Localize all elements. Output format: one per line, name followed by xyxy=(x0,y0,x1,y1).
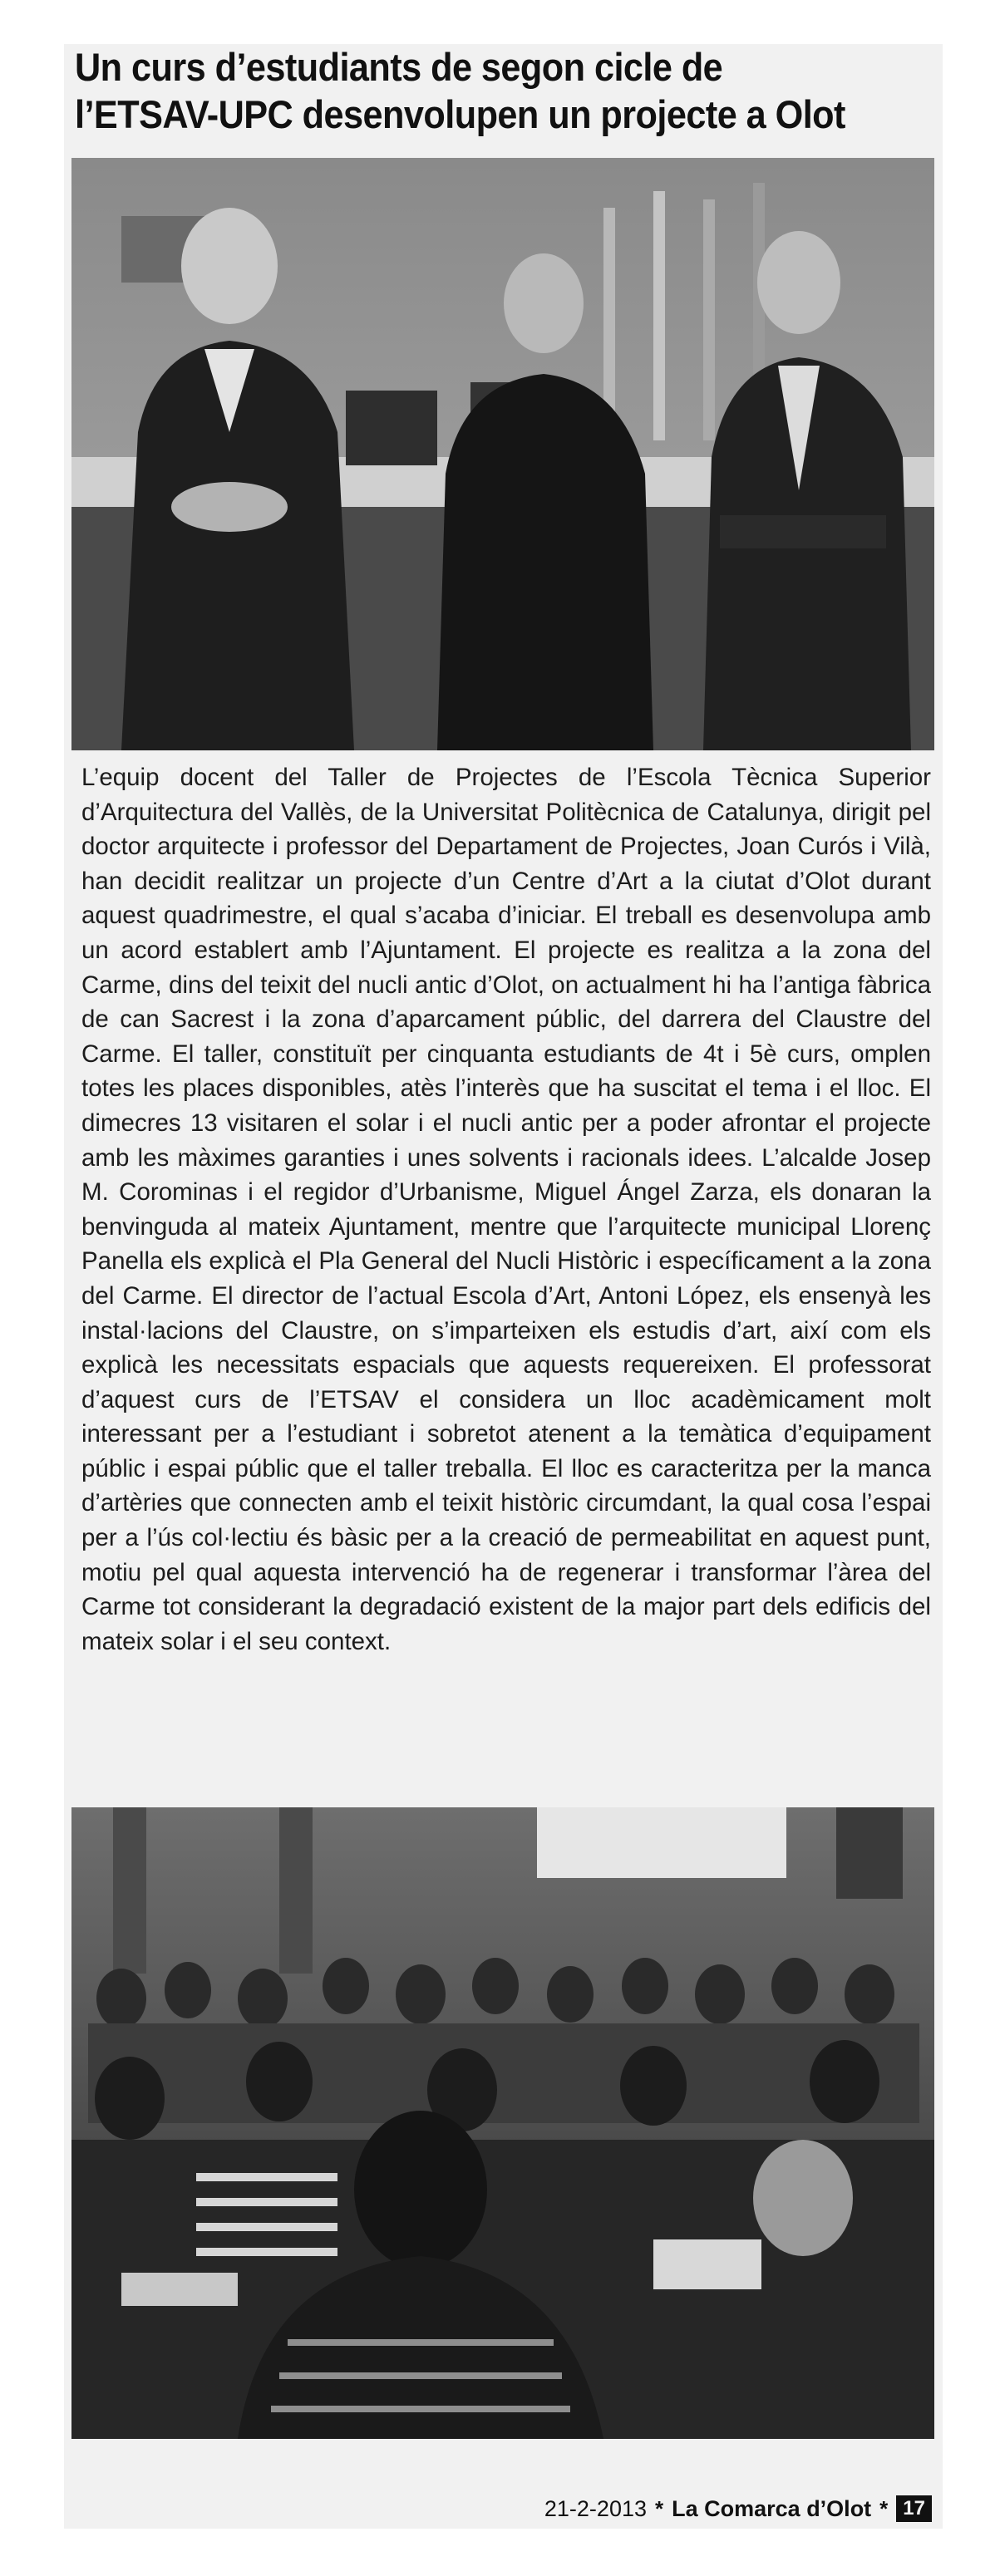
photo-audience-image xyxy=(71,1807,934,2439)
photo-speakers-image xyxy=(71,158,934,750)
footer-publication: La Comarca d’Olot xyxy=(672,2495,872,2521)
article-body: L’equip docent del Taller de Projectes de l’Escola Tècnica Superior d’Arquitectura del Vallès, de la Universitat Politècnica de Catalunya, dirigit pel doctor arquitecte i professor del Departament de Projectes, Joan Curós i Vilà, han decidit realitzar un projecte d’un Centre d’Art a la ciutat d’Olot durant aquest quadrimestre, el qual s’acaba d’iniciar. El treball es desenvolupa amb un acord establert amb l’Ajuntament. El projecte es realitza a la zona del Carme, dins del teixit del nucli antic d’Olot, on actualment hi ha l’antiga fàbrica de can Sacrest i la zona d’aparcament públic, del darrera del Claustre del Carme. El taller, constituït per cinquanta estudiants de 4t i 5è curs, omplen totes les places disponibles, atès l’interès que ha suscitat el tema i el lloc. El dimecres 13 visitaren el solar i el nucli antic per a poder afrontar el projecte amb les màximes garanties i unes solvents i racionals idees. L’alcalde Josep M. Corominas i el regidor d’Urbanisme, Miguel Ángel Zarza, els donaran la benvinguda al mateix Ajuntament, mentre que l’arquitecte municipal Llorenç Panella els explicà el Pla General del Nucli Històric i específicament a la zona del Carme. El director de l’actual Escola d’Art, Antoni López, els ensenyà les instal·lacions del Claustre, on s’imparteixen els estudis d’art, així com els explicà les necessitats espacials que aquests requereixen. El professorat d’aquest curs de l’ETSAV el considera un lloc acadèmicament molt interessant per a l’estudiant i sobretot atenent a la temàtica d’equipament públic i espai públic que el taller treballa. El lloc es caracteritza per la manca d’artèries que connecten amb el teixit històric circumdant, la qual cosa l’espai per a l’ús col·lectiu és bàsic per a la creació de permeabilitat en aquest punt, motiu pel qual aquesta intervenció ha de regenerar i transformar l’àrea del Carme tot considerant la degradació existent de la major part dels edificis del mateix solar i el seu context. xyxy=(81,764,931,1655)
photo-audience xyxy=(71,1807,934,2439)
footer-separator-2: * xyxy=(879,2495,889,2521)
photo-speakers xyxy=(71,158,934,750)
page-footer xyxy=(544,2495,932,2523)
footer-separator-1: * xyxy=(655,2495,664,2521)
article-headline: Un curs d’estudiants de segon cicle de l’ETSAV-UPC desenvolupen un projecte a Olot xyxy=(75,45,845,136)
footer-date: 21-2-2013 xyxy=(544,2495,647,2521)
page-number-badge: 17 xyxy=(896,2495,932,2522)
